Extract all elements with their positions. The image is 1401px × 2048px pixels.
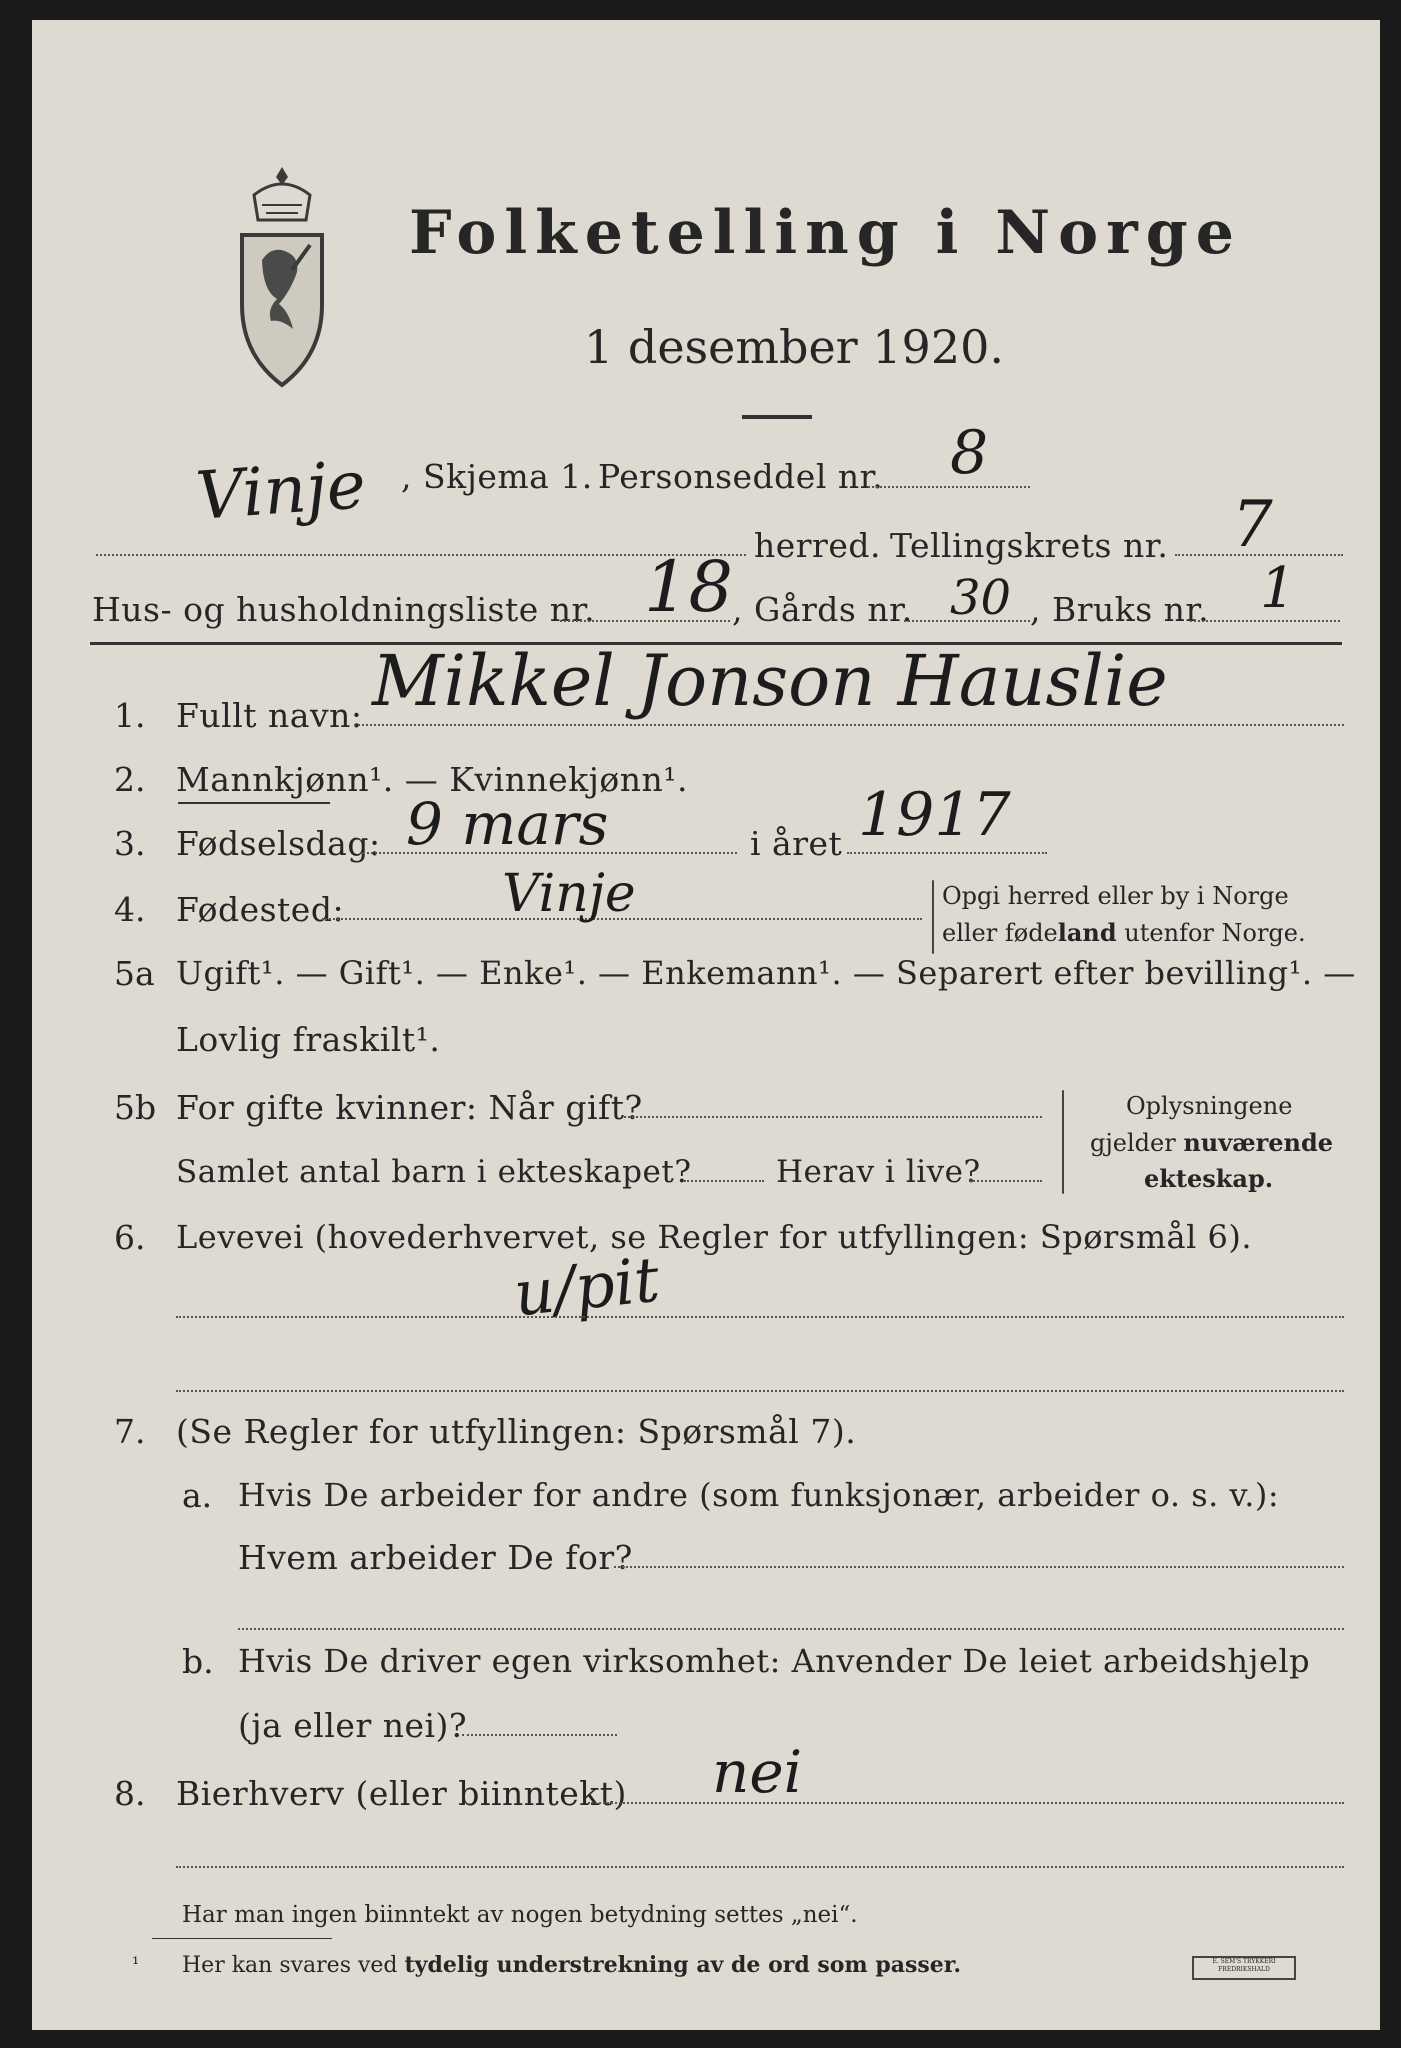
bruks-label: , Bruks nr. [1030, 590, 1210, 629]
employer-line1 [614, 1566, 1344, 1568]
q7a-letter: a. [182, 1476, 213, 1515]
children-alive-line [970, 1180, 1042, 1182]
q1-number: 1. [114, 696, 146, 735]
full-name-label: Fullt navn: [176, 696, 363, 735]
birthplace-label: Fødested: [176, 890, 345, 929]
marriage-note-line1: Oplysningene [1126, 1092, 1293, 1120]
children-count-label: Samlet antal barn i ekteskapet? [176, 1154, 692, 1190]
employer-label: Hvem arbeider De for? [238, 1538, 633, 1577]
footnote-mark: ¹ [132, 1954, 140, 1975]
q8-number: 8. [114, 1774, 146, 1813]
occupation-value[interactable]: u/pit [510, 1242, 663, 1331]
birthdate-value[interactable]: 9 mars [406, 790, 609, 858]
municipality-handwritten: Vinje [193, 446, 369, 535]
birth-year-line [847, 852, 1047, 854]
occupation-line1 [176, 1316, 1344, 1318]
q5a-number: 5a [114, 954, 155, 993]
birthplace-note-line1: Opgi herred eller by i Norge [942, 882, 1289, 910]
full-name-value[interactable]: Mikkel Jonson Hauslie [372, 640, 1168, 722]
footnote-text: Her kan svares ved tydelig understrekning av de ord som passer. [182, 1952, 962, 1978]
census-date: 1 desember 1920. [584, 320, 1004, 374]
side-income-value[interactable]: nei [712, 1738, 803, 1806]
gards-value[interactable]: 30 [950, 570, 1012, 626]
side-income-line1 [588, 1802, 1344, 1804]
hus-label: Hus- og husholdningsliste nr. [92, 590, 596, 629]
birthplace-note-line2: eller fødeland utenfor Norge. [942, 918, 1306, 947]
herred-label: herred. [754, 526, 881, 565]
birthdate-label: Fødselsdag: [176, 824, 381, 863]
bruks-value[interactable]: 1 [1260, 556, 1296, 621]
marriage-note-line3: ekteskap. [1144, 1164, 1274, 1193]
norwegian-coat-of-arms-icon [232, 165, 332, 390]
own-business-label: Hvis De driver egen virksomhet: Anvender De leiet arbeidshjelp [238, 1642, 1311, 1680]
q7-label: (Se Regler for utfyllingen: Spørsmål 7). [176, 1412, 857, 1451]
q7b-letter: b. [182, 1642, 214, 1681]
marriage-note-brace [1062, 1090, 1064, 1194]
side-income-line2 [176, 1866, 1344, 1868]
occupation-line2 [176, 1390, 1344, 1392]
birthplace-value[interactable]: Vinje [502, 864, 636, 924]
sex-underline-mark [178, 802, 330, 804]
personseddel-label: Personseddel nr. [598, 457, 884, 496]
hus-value[interactable]: 18 [644, 546, 734, 628]
birthplace-brace [932, 880, 934, 954]
side-income-label: Bierhverv (eller biinntekt) [176, 1774, 627, 1813]
birth-year-value[interactable]: 1917 [858, 780, 1011, 850]
side-income-note: Har man ingen biinntekt av nogen betydning settes „nei“. [182, 1902, 858, 1928]
sex-options-label: Mannkjønn¹. — Kvinnekjønn¹. [176, 760, 688, 799]
title-divider [742, 415, 812, 419]
q3-number: 3. [114, 824, 146, 863]
employer-question-label: Hvis De arbeider for andre (som funksjonær, arbeider o. s. v.): [238, 1476, 1280, 1514]
children-alive-label: Herav i live? [776, 1154, 981, 1190]
footnote-rule [152, 1938, 332, 1939]
printer-stamp: E. SEM'S TRYKKERI FREDRIKSHALD [1192, 1956, 1296, 1980]
gards-label: , Gårds nr. [732, 590, 913, 629]
married-when-label: For gifte kvinner: Når gift? [176, 1088, 643, 1127]
marriage-note-line2: gjelder nuværende [1090, 1128, 1334, 1157]
form-title: Folketelling i Norge [409, 198, 1242, 268]
full-name-line [354, 724, 1344, 726]
personseddel-value[interactable]: 8 [950, 418, 989, 488]
marital-status-options-cont: Lovlig fraskilt¹. [176, 1020, 441, 1059]
skjema-label: , Skjema 1. [401, 457, 593, 496]
tellingskrets-value[interactable]: 7 [1232, 488, 1273, 562]
hired-help-line [462, 1734, 617, 1736]
yes-no-label: (ja eller nei)? [238, 1706, 468, 1745]
q6-number: 6. [114, 1218, 146, 1257]
married-when-line [624, 1116, 1042, 1118]
children-count-line [684, 1180, 764, 1182]
tellingskrets-label: Tellingskrets nr. [890, 526, 1169, 565]
census-form-page [32, 20, 1380, 2030]
occupation-label: Levevei (hovederhvervet, se Regler for utfyllingen: Spørsmål 6). [176, 1218, 1253, 1256]
q4-number: 4. [114, 890, 146, 929]
birth-year-label: i året [750, 824, 843, 863]
q7-number: 7. [114, 1412, 146, 1451]
employer-line2 [238, 1628, 1344, 1630]
q5b-number: 5b [114, 1088, 157, 1127]
marital-status-options: Ugift¹. — Gift¹. — Enke¹. — Enkemann¹. — Separert efter bevilling¹. — [176, 954, 1356, 992]
personseddel-line [868, 486, 1030, 488]
q2-number: 2. [114, 760, 146, 799]
